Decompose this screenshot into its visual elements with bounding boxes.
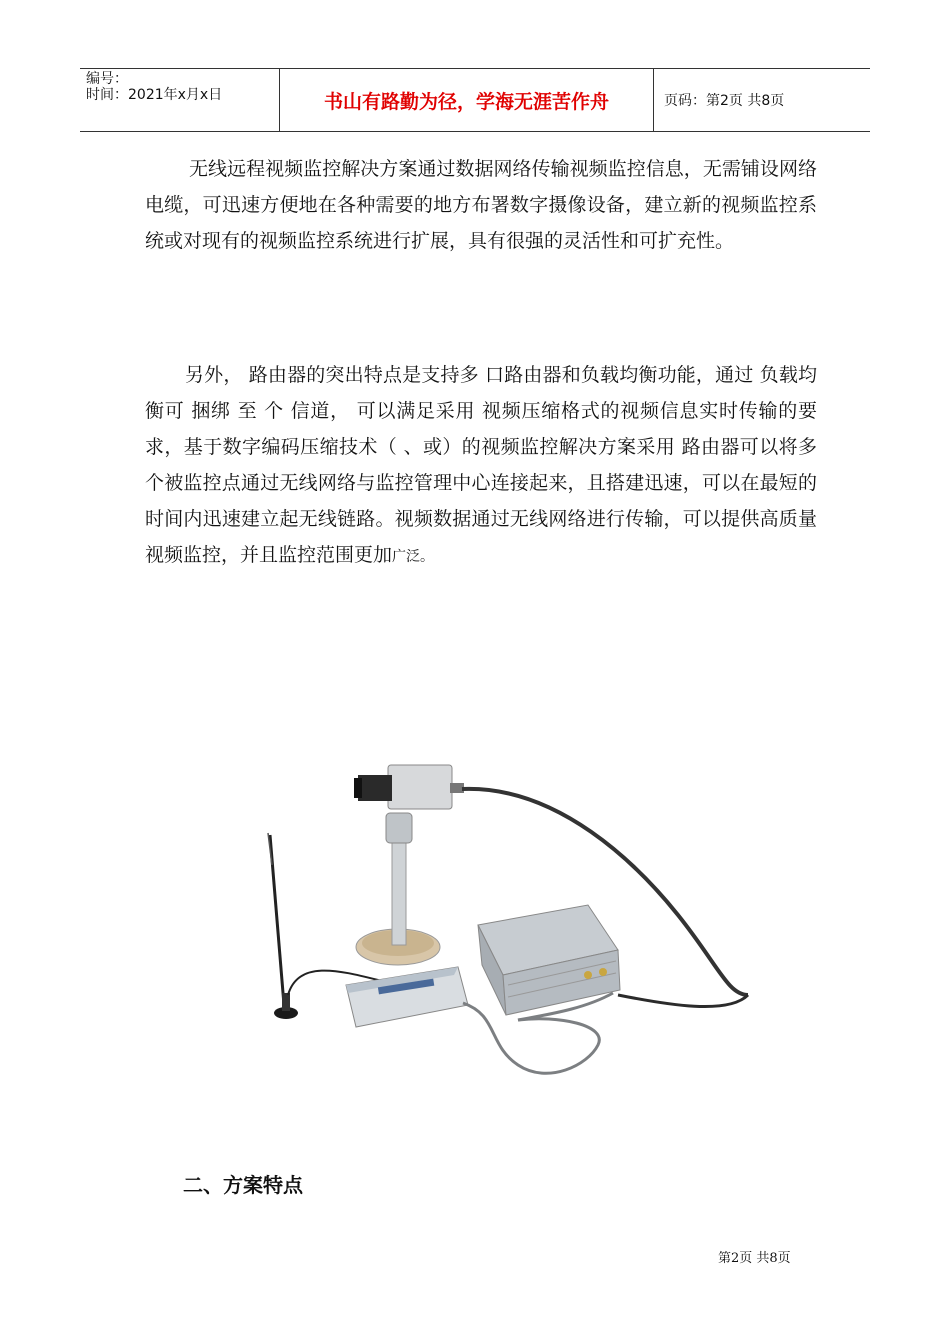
section-heading: 二、方案特点 bbox=[183, 1173, 303, 1197]
number-label: 编号： bbox=[86, 71, 128, 87]
header-motto: 书山有路勤为径，学海无涯苦作舟 bbox=[280, 69, 654, 131]
paragraph-1: 无线远程视频监控解决方案通过数据网络传输视频监控信息，无需铺设网络电缆，可迅速方便地在各种需要的地方布署数字摄像设备，建立新的视频监控系统或对现有的视频监控系统进行扩展，具有很强的灵活性和可扩充性。 bbox=[145, 158, 817, 252]
paragraph-2 bbox=[145, 357, 817, 575]
page-footer: 第2页 共8页 bbox=[718, 1251, 791, 1266]
paragraph-2-tail: 广泛。 bbox=[392, 549, 435, 565]
equipment-photo bbox=[258, 745, 778, 1085]
time-label: 时间：2021年x月x日 bbox=[86, 87, 223, 103]
header-page-info: 页码：第2页 共8页 bbox=[664, 93, 785, 109]
page-header bbox=[80, 68, 870, 132]
antenna-image bbox=[268, 833, 298, 1019]
camera-image bbox=[354, 765, 464, 809]
camera-stand-image bbox=[356, 813, 440, 965]
header-meta bbox=[80, 69, 280, 131]
paragraph-2-main: 另外， 路由器的突出特点是支持多 口路由器和负载均衡功能，通过 负载均衡可 捆绑 至 个 信道， 可以满足采用 视频压缩格式的视频信息实时传输的要求，基于数字编码压缩技术（ 、或）的视频监控解决方案采用 路由器可以将多个被监控点通过无线网络与监控管理中心连接起来，且搭建迅速，可以在最短的时间内迅速建立起无线链路。视频数据通过无线网络进行传输，可以提供高质量视频监控，并且监控范围更加 bbox=[145, 364, 817, 566]
